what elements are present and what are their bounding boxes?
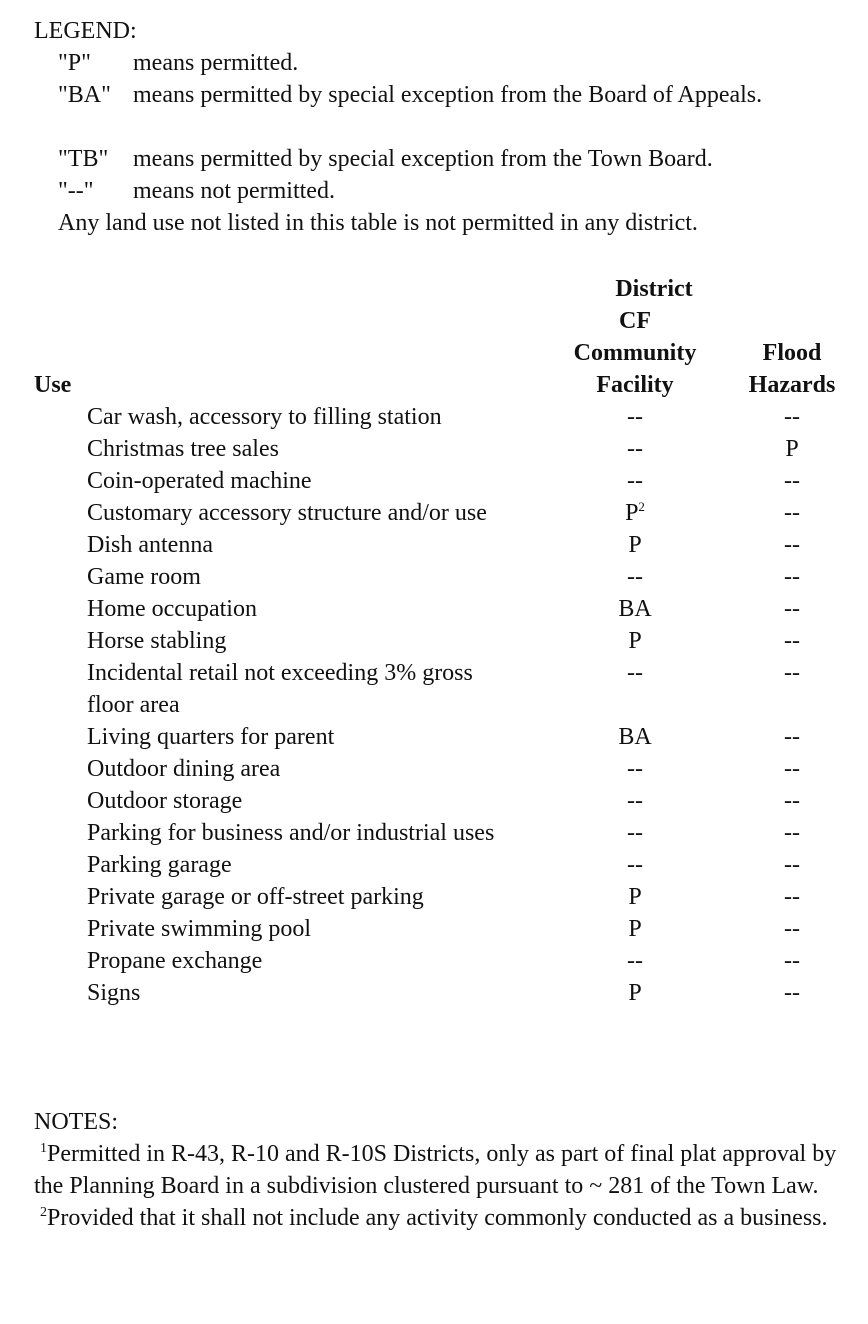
table-header xyxy=(34,273,854,401)
use-table xyxy=(34,273,854,1009)
header-line: CF xyxy=(619,308,651,334)
use-cell: Outdoor dining area xyxy=(87,756,281,782)
use-cell: Outdoor storage xyxy=(87,788,243,814)
header-line: Hazards xyxy=(748,372,836,398)
legend-code: "BA" xyxy=(58,82,111,108)
table-row xyxy=(34,753,854,785)
cell-value: P xyxy=(628,884,642,910)
cell-value: -- xyxy=(627,564,643,590)
legend-code: "P" xyxy=(58,50,91,76)
table-row xyxy=(34,625,854,657)
table-row xyxy=(34,817,854,849)
flood-hazards-cell: -- xyxy=(784,564,800,590)
community-facility-cell xyxy=(585,561,685,593)
note-number: 1 xyxy=(40,1141,47,1156)
table-row xyxy=(34,785,854,817)
notes-title: NOTES: xyxy=(34,1109,118,1135)
community-facility-cell xyxy=(585,753,685,785)
header-line: Flood xyxy=(762,340,822,366)
cell-value: -- xyxy=(627,788,643,814)
table-row xyxy=(34,721,854,753)
legend-text: means not permitted. xyxy=(133,178,335,204)
flood-hazards-cell: -- xyxy=(784,916,800,942)
cell-value: -- xyxy=(627,468,643,494)
flood-hazards-cell: -- xyxy=(784,660,800,686)
table-row xyxy=(34,497,854,529)
flood-hazards-cell: -- xyxy=(784,980,800,1006)
cell-value: P xyxy=(628,980,642,1006)
community-facility-cell xyxy=(585,721,685,753)
use-cell: Coin-operated machine xyxy=(87,468,312,494)
flood-hazards-cell: -- xyxy=(784,628,800,654)
header-line: Facility xyxy=(596,372,674,398)
use-cell: Living quarters for parent xyxy=(87,724,335,750)
cell-value: BA xyxy=(618,724,652,750)
note-number: 2 xyxy=(40,1205,47,1220)
flood-hazards-cell: P xyxy=(785,436,799,462)
legend-item xyxy=(34,175,854,207)
legend-item xyxy=(34,47,854,79)
cell-value: P xyxy=(628,532,642,558)
community-facility-cell xyxy=(585,401,685,433)
table-row xyxy=(34,881,854,913)
use-cell: Signs xyxy=(87,980,141,1006)
use-cell: Customary accessory structure and/or use xyxy=(87,500,487,526)
district-header: District xyxy=(615,276,693,302)
note-item xyxy=(34,1202,854,1234)
flood-hazards-cell: -- xyxy=(784,884,800,910)
table-row xyxy=(34,401,854,433)
community-facility-cell xyxy=(585,433,685,465)
header-line: Community xyxy=(573,340,697,366)
cell-value: -- xyxy=(627,436,643,462)
use-cell: Christmas tree sales xyxy=(87,436,279,462)
table-row xyxy=(34,849,854,881)
community-facility-cell xyxy=(585,593,685,625)
use-cell: Private swimming pool xyxy=(87,916,311,942)
use-cell: Home occupation xyxy=(87,596,257,622)
table-row xyxy=(34,977,854,1009)
legend-title: LEGEND: xyxy=(34,18,137,44)
flood-hazards-cell: -- xyxy=(784,948,800,974)
flood-hazards-cell: -- xyxy=(784,404,800,430)
table-row xyxy=(34,529,854,561)
cell-value: BA xyxy=(618,596,652,622)
note-text: Provided that it shall not include any activity commonly conducted as a business. xyxy=(47,1205,828,1231)
use-cell: Car wash, accessory to filling station xyxy=(87,404,442,430)
table-row xyxy=(34,913,854,945)
community-facility-cell xyxy=(585,817,685,849)
flood-hazards-cell: -- xyxy=(784,820,800,846)
legend-item xyxy=(34,143,854,175)
use-cell: Horse stabling xyxy=(87,628,227,654)
legend-code: "--" xyxy=(58,178,94,204)
flood-hazards-cell: -- xyxy=(784,500,800,526)
note-item xyxy=(34,1138,854,1202)
community-facility-cell xyxy=(585,465,685,497)
use-cell: Private garage or off-street parking xyxy=(87,884,424,910)
table-row xyxy=(34,657,854,721)
cell-value: -- xyxy=(627,660,643,686)
note-text: Permitted in R-43, R-10 and R-10S Districts, only as part of final plat approval by the Planning Board in a subdivision clustered pursuant to ~ 281 of the Town Law. xyxy=(34,1141,837,1199)
community-facility-header xyxy=(545,305,725,401)
use-cell: Propane exchange xyxy=(87,948,263,974)
community-facility-cell xyxy=(585,625,685,657)
community-facility-cell xyxy=(585,849,685,881)
legend-text: means permitted by special exception from the Board of Appeals. xyxy=(133,82,763,108)
cell-value: -- xyxy=(627,404,643,430)
community-facility-cell xyxy=(585,785,685,817)
cell-value: P xyxy=(628,916,642,942)
cell-value: -- xyxy=(627,852,643,878)
community-facility-cell xyxy=(585,977,685,1009)
flood-hazards-cell: -- xyxy=(784,788,800,814)
flood-hazards-header xyxy=(732,337,852,401)
legend-code: "TB" xyxy=(58,146,109,172)
cell-value: -- xyxy=(627,820,643,846)
legend-text: means permitted by special exception from the Town Board. xyxy=(133,146,713,172)
notes xyxy=(34,1106,854,1234)
community-facility-cell xyxy=(585,913,685,945)
community-facility-cell xyxy=(585,945,685,977)
community-facility-cell xyxy=(585,881,685,913)
cell-value: P xyxy=(625,500,639,526)
table-row xyxy=(34,465,854,497)
legend-text: means permitted. xyxy=(133,50,299,76)
table-row xyxy=(34,561,854,593)
flood-hazards-cell: -- xyxy=(784,756,800,782)
use-cell: Game room xyxy=(87,564,201,590)
table-row xyxy=(34,945,854,977)
table-row xyxy=(34,593,854,625)
use-cell: Incidental retail not exceeding 3% gross floor area xyxy=(87,660,473,718)
legend-item xyxy=(34,79,854,143)
flood-hazards-cell: -- xyxy=(784,724,800,750)
community-facility-cell xyxy=(585,529,685,561)
flood-hazards-cell: -- xyxy=(784,596,800,622)
use-cell: Parking for business and/or industrial uses xyxy=(87,820,495,846)
community-facility-cell xyxy=(585,657,685,689)
cell-value: P xyxy=(628,628,642,654)
cell-value: -- xyxy=(627,948,643,974)
flood-hazards-cell: -- xyxy=(784,532,800,558)
use-cell: Dish antenna xyxy=(87,532,213,558)
flood-hazards-cell: -- xyxy=(784,468,800,494)
legend-note: Any land use not listed in this table is not permitted in any district. xyxy=(58,210,698,236)
footnote-ref: 2 xyxy=(638,499,645,514)
flood-hazards-cell: -- xyxy=(784,852,800,878)
table-body xyxy=(34,401,854,1009)
community-facility-cell xyxy=(585,497,685,529)
legend xyxy=(34,15,854,239)
cell-value: -- xyxy=(627,756,643,782)
table-row xyxy=(34,433,854,465)
use-cell: Parking garage xyxy=(87,852,232,878)
use-header: Use xyxy=(34,372,72,398)
